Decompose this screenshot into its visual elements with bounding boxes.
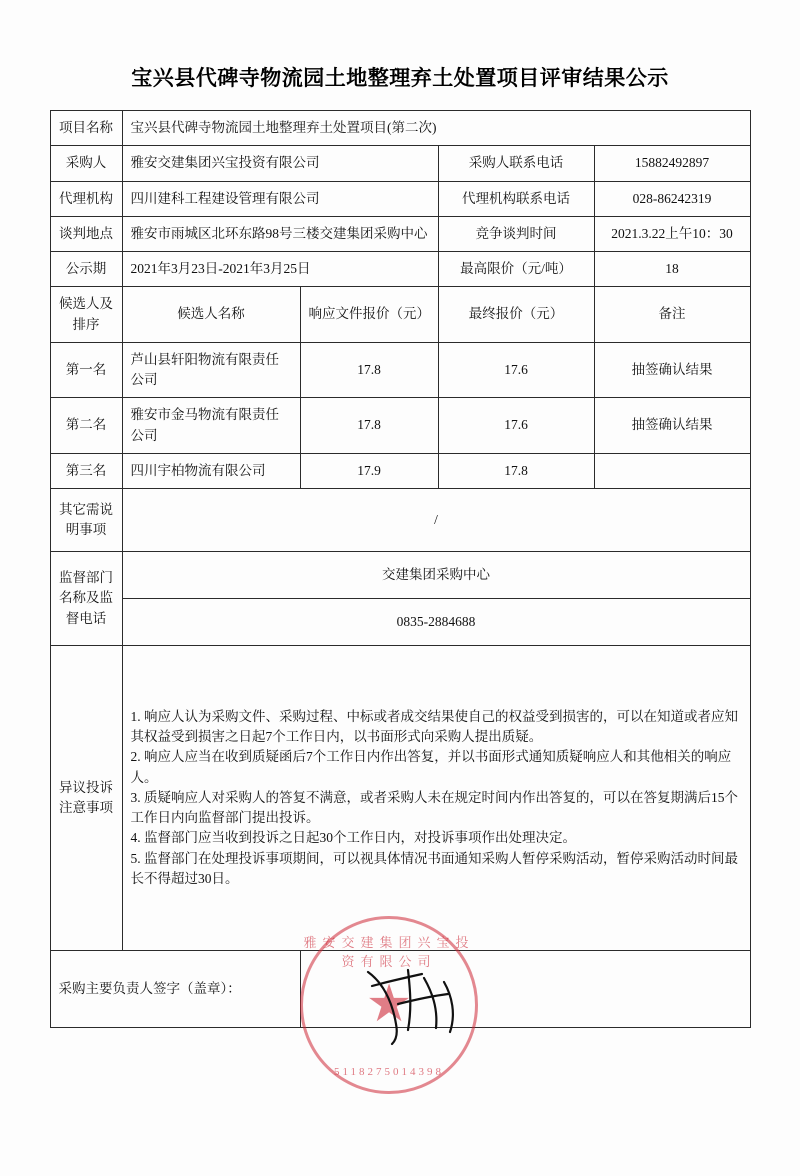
candidate-final-price: 17.6 xyxy=(438,342,594,398)
candidate-name: 雅安市金马物流有限责任公司 xyxy=(122,398,300,454)
table-row xyxy=(50,552,750,599)
table-row xyxy=(50,181,750,216)
table-row xyxy=(50,489,750,552)
agency-value: 四川建科工程建设管理有限公司 xyxy=(122,181,438,216)
negotiation-place-value: 雅安市雨城区北环东路98号三楼交建集团采购中心 xyxy=(122,216,438,251)
table-row xyxy=(50,146,750,181)
candidate-rank: 第一名 xyxy=(50,342,122,398)
candidates-header-row xyxy=(50,287,750,343)
complaint-item: 5. 监督部门在处理投诉事项期间，可以视具体情况书面通知采购人暂停采购活动，暂停采购活动时间最长不得超过30日。 xyxy=(130,850,738,886)
seal-bottom-text: 5118275014398 xyxy=(333,1066,445,1078)
table-row xyxy=(50,599,750,646)
purchaser-value: 雅安交建集团兴宝投资有限公司 xyxy=(122,146,438,181)
negotiation-time-value: 2021.3.22上午10：30 xyxy=(594,216,750,251)
publicity-period-value: 2021年3月23日-2021年3月25日 xyxy=(122,252,438,287)
announcement-table xyxy=(50,110,751,1028)
max-price-label: 最高限价（元/吨） xyxy=(438,252,594,287)
candidate-name: 芦山县轩阳物流有限责任公司 xyxy=(122,342,300,398)
agency-phone-value: 028-86242319 xyxy=(594,181,750,216)
supervision-label: 监督部门名称及监督电话 xyxy=(50,552,122,646)
purchaser-phone-label: 采购人联系电话 xyxy=(438,146,594,181)
star-icon: ★ xyxy=(365,976,413,1033)
agency-label: 代理机构 xyxy=(50,181,122,216)
column-header-final-price: 最终报价（元） xyxy=(438,287,594,343)
publicity-period-label: 公示期 xyxy=(50,252,122,287)
candidate-response-price: 17.9 xyxy=(300,453,438,488)
seal-top-text: 雅安交建集团兴宝投资有限公司 xyxy=(303,935,475,969)
table-row xyxy=(50,398,750,454)
negotiation-place-label: 谈判地点 xyxy=(50,216,122,251)
complaint-item: 3. 质疑响应人对采购人的答复不满意，或者采购人未在规定时间内作出答复的，可以在答复期满后15个工作日内向监督部门提出投诉。 xyxy=(130,789,738,826)
signature-area xyxy=(300,951,750,1028)
signature-row xyxy=(50,951,750,1028)
candidate-remark: 抽签确认结果 xyxy=(594,342,750,398)
supervision-phone: 0835-2884688 xyxy=(122,599,750,646)
candidate-name: 四川宇柏物流有限公司 xyxy=(122,453,300,488)
max-price-value: 18 xyxy=(594,252,750,287)
complaint-item: 4. 监督部门应当收到投诉之日起30个工作日内，对投诉事项作出处理决定。 xyxy=(130,830,576,846)
complaint-label: 异议投诉注意事项 xyxy=(50,646,122,951)
candidate-response-price: 17.8 xyxy=(300,398,438,454)
table-row xyxy=(50,216,750,251)
other-matters-label: 其它需说明事项 xyxy=(50,489,122,552)
candidate-response-price: 17.8 xyxy=(300,342,438,398)
negotiation-time-label: 竞争谈判时间 xyxy=(438,216,594,251)
candidate-remark xyxy=(594,453,750,488)
page-title: 宝兴县代碑寺物流园土地整理弃土处置项目评审结果公示 xyxy=(131,66,669,90)
agency-phone-label: 代理机构联系电话 xyxy=(438,181,594,216)
candidate-remark: 抽签确认结果 xyxy=(594,398,750,454)
other-matters-value: / xyxy=(122,489,750,552)
table-row xyxy=(50,111,750,146)
candidate-final-price: 17.8 xyxy=(438,453,594,488)
table-row xyxy=(50,342,750,398)
column-header-remark: 备注 xyxy=(594,287,750,343)
candidate-rank: 第二名 xyxy=(50,398,122,454)
purchaser-label: 采购人 xyxy=(50,146,122,181)
candidate-rank: 第三名 xyxy=(50,453,122,488)
complaint-item: 1. 响应人认为采购文件、采购过程、中标或者成交结果使自己的权益受到损害的，可以在知道或者应知其权益受到损害之日起7个工作日内，以书面形式向采购人提出质疑。 xyxy=(130,708,738,745)
complaint-row xyxy=(50,646,750,951)
supervision-name: 交建集团采购中心 xyxy=(122,552,750,599)
complaint-notes xyxy=(122,646,750,951)
project-name-label: 项目名称 xyxy=(50,111,122,146)
complaint-item: 2. 响应人应当在收到质疑函后7个工作日内作出答复，并以书面形式通知质疑响应人和其他相关的响应人。 xyxy=(130,749,732,785)
purchaser-phone-value: 15882492897 xyxy=(594,146,750,181)
column-header-name: 候选人名称 xyxy=(122,287,300,343)
column-header-response-price: 响应文件报价（元） xyxy=(300,287,438,343)
candidate-final-price: 17.6 xyxy=(438,398,594,454)
table-row xyxy=(50,453,750,488)
table-row xyxy=(50,252,750,287)
candidate-rank-label: 候选人及排序 xyxy=(50,287,122,343)
project-name-value: 宝兴县代碑寺物流园土地整理弃土处置项目(第二次) xyxy=(122,111,750,146)
signature-label: 采购主要负责人签字（盖章）： xyxy=(50,951,300,1028)
